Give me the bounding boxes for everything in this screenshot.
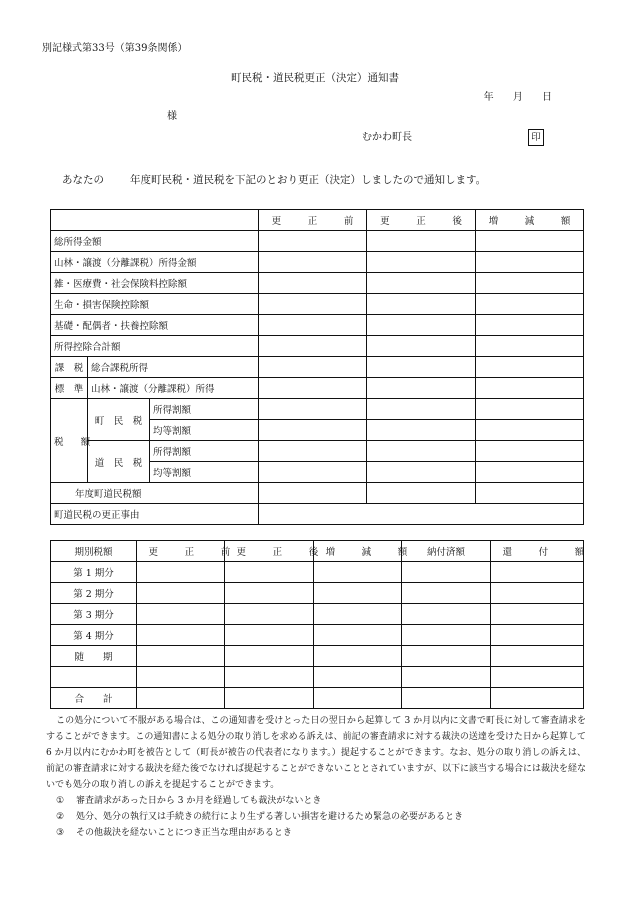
date-year: 年 (483, 92, 494, 103)
row-label: 山林・譲渡（分離課税）所得 (88, 378, 259, 399)
col-before: 更 正 前 (137, 541, 225, 562)
issue-date (468, 93, 552, 103)
official-seal: 印 (528, 129, 544, 146)
row-label: 所得割額 (150, 399, 259, 420)
row-label: 所得割額 (150, 441, 259, 462)
col-paid: 納付済額 (402, 541, 491, 562)
issuer-mayor: むかわ町長 (362, 132, 412, 143)
row-label: 所得控除合計額 (51, 336, 259, 357)
row-label: 町道民税の更正事由 (51, 504, 259, 525)
table-row (51, 583, 584, 604)
table-row (51, 646, 584, 667)
period-label: 随 期 (51, 646, 137, 667)
table-row (51, 483, 584, 504)
table-row (51, 294, 584, 315)
town-tax-label: 町 民 税 (88, 399, 150, 441)
table-row (51, 504, 584, 525)
total-label: 合 計 (51, 688, 137, 709)
col-diff: 増 減 額 (314, 541, 402, 562)
row-label: 生命・損害保険控除額 (51, 294, 259, 315)
period-label (51, 667, 137, 688)
appeal-paragraph: この処分について不服がある場合は、この通知書を受けとった日の翌日から起算して 3 か月以内に文書で町長に対して審査請求をすることができます。この通知書による処分の取り消しを求める訴えは、前記の審査請求に対する裁決の送達を受けた日から起算して 6 か月以内にむかわ町を被告として（町長が被告の代表者になります。）提起することができます。なお、処分の取り消しの訴えは、前記の審査請求に対する裁決を経た後でなければ提起することができないこととされていますが、以下に該当する場合には裁決を経ないでも処分の取り消しの訴えを提起することができます。 (46, 716, 587, 790)
col-diff: 増 減 額 (476, 210, 584, 231)
table-row (51, 315, 584, 336)
form-number: 別記様式第33号（第39条関係） (42, 43, 188, 54)
col-refund: 還 付 額 (491, 541, 584, 562)
date-day: 日 (542, 92, 552, 103)
date-month: 月 (512, 92, 523, 103)
period-tax-table (50, 540, 593, 709)
table-row (51, 252, 584, 273)
table-row (51, 667, 584, 688)
intro-prefix: あなたの (62, 174, 104, 186)
document-title: 町民税・道民税更正（決定）通知書 (231, 72, 399, 84)
table-row (51, 688, 584, 709)
appeal-conditions (46, 793, 586, 841)
table-row (51, 399, 584, 420)
list-item: ③ その他裁決を経ないことにつき正当な理由があるとき (56, 828, 292, 838)
row-label: 均等割額 (150, 462, 259, 483)
tax-standard-label-top: 課 税 (51, 357, 88, 378)
row-label: 均等割額 (150, 420, 259, 441)
row-label: 総合課税所得 (88, 357, 259, 378)
col-after: 更 正 後 (225, 541, 314, 562)
col-after: 更 正 後 (367, 210, 476, 231)
period-label: 第 4 期分 (51, 625, 137, 646)
tax-correction-table (50, 209, 584, 525)
row-label: 総所得金額 (51, 231, 259, 252)
tax-amount-label: 税 額 (51, 399, 88, 483)
table-row (51, 441, 584, 462)
table-header-row (51, 210, 584, 231)
row-label: 雑・医療費・社会保険料控除額 (51, 273, 259, 294)
table-row (51, 378, 584, 399)
table-header-row (51, 541, 584, 562)
pref-tax-label: 道 民 税 (88, 441, 150, 483)
table-row (51, 562, 584, 583)
table-row (51, 625, 584, 646)
period-label: 第 3 期分 (51, 604, 137, 625)
table-row (51, 273, 584, 294)
col-period: 期別税額 (51, 541, 137, 562)
recipient-honorific: 様 (167, 111, 177, 122)
table-row (51, 231, 584, 252)
intro-text (62, 175, 486, 186)
row-label: 年度町道民税額 (51, 483, 259, 504)
appeal-notice (46, 713, 586, 841)
tax-standard-label-bottom: 標 準 (51, 378, 88, 399)
period-label: 第 1 期分 (51, 562, 137, 583)
list-item: ① 審査請求があった日から 3 か月を経過しても裁決がないとき (56, 796, 322, 806)
intro-body: 年度町民税・道民税を下記のとおり更正（決定）しましたので通知します。 (130, 174, 487, 186)
row-label: 基礎・配偶者・扶養控除額 (51, 315, 259, 336)
table-row (51, 336, 584, 357)
list-item: ② 処分、処分の執行又は手続きの続行により生ずる著しい損害を避けるため緊急の必要があるとき (56, 812, 464, 822)
table-row (51, 604, 584, 625)
row-label: 山林・譲渡（分離課税）所得金額 (51, 252, 259, 273)
col-before: 更 正 前 (259, 210, 367, 231)
period-label: 第 2 期分 (51, 583, 137, 604)
table-row (51, 357, 584, 378)
